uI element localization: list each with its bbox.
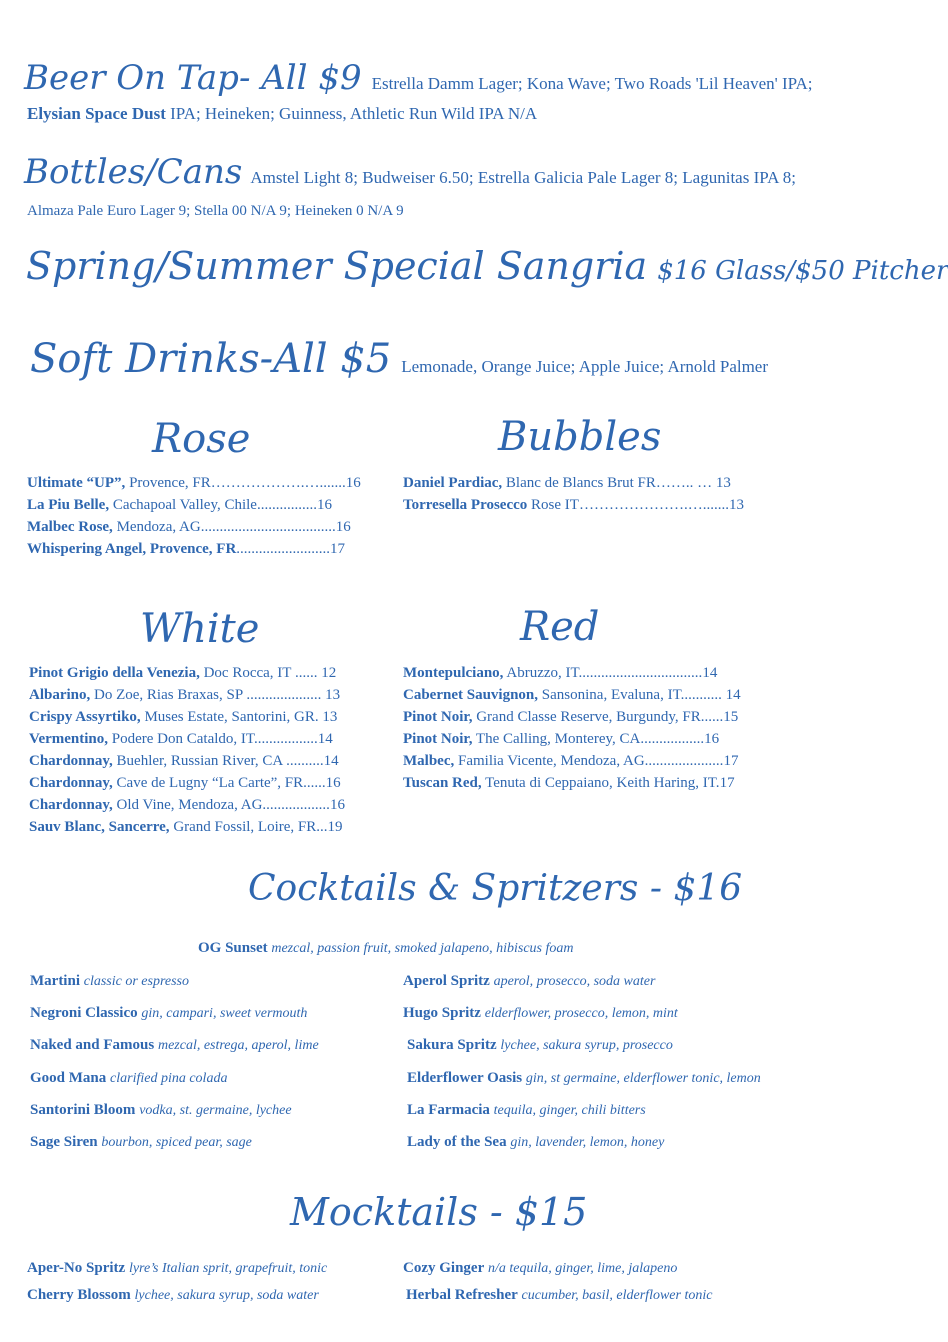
cocktail-desc: gin, st germaine, elderflower tonic, lemon xyxy=(525,1071,761,1086)
mocktail-desc: lychee, sakura syrup, soda water xyxy=(134,1288,319,1303)
mocktail-name: Herbal Refresher xyxy=(406,1287,518,1303)
cocktail-item xyxy=(407,1070,761,1087)
wine-price: 15 xyxy=(723,709,739,725)
wine-name: Chardonnay, xyxy=(29,797,113,813)
cocktail-desc: bourbon, spiced pear, sage xyxy=(101,1135,252,1150)
wine-item xyxy=(29,706,345,728)
cocktail-name: Sakura Spritz xyxy=(407,1037,497,1053)
cocktail-name: Negroni Classico xyxy=(30,1005,138,1021)
cocktail-desc: mezcal, estrega, aperol, lime xyxy=(157,1038,319,1053)
cocktail-item xyxy=(407,1134,664,1151)
wine-price: 17 xyxy=(330,541,346,557)
mocktail-item xyxy=(403,1260,677,1277)
cocktail-desc: mezcal, passion fruit, smoked jalapeno, hibiscus foam xyxy=(271,941,574,956)
wine-price: 14 xyxy=(317,731,333,747)
wine-price: 16 xyxy=(335,519,351,535)
wine-item xyxy=(27,472,361,494)
cocktail-item xyxy=(30,1070,227,1087)
wine-name: Vermentino, xyxy=(29,731,109,747)
cocktail-desc: aperol, prosecco, soda water xyxy=(493,974,656,989)
wine-detail: Grand Fossil, Loire, FR... xyxy=(169,819,328,835)
wine-item xyxy=(29,772,345,794)
wine-detail: Rose IT………………….…....... xyxy=(527,497,729,513)
wine-name: Daniel Pardiac, xyxy=(403,475,503,491)
cocktail-name: Elderflower Oasis xyxy=(407,1070,523,1086)
mocktail-name: Cozy Ginger xyxy=(403,1260,485,1276)
wine-detail: Provence, FR……………….…....... xyxy=(125,475,346,491)
wine-price: 13 xyxy=(715,475,731,491)
wine-item xyxy=(403,706,741,728)
mocktails-title: Mocktails - $15 xyxy=(290,1190,588,1234)
beer-tap-section xyxy=(24,58,813,98)
wine-item xyxy=(29,816,345,838)
soft-drinks-section xyxy=(30,336,768,382)
wine-detail: Old Vine, Mendoza, AG.................. xyxy=(112,797,330,813)
mocktail-item xyxy=(27,1287,319,1304)
cocktail-desc: tequila, ginger, chili bitters xyxy=(493,1103,646,1118)
wine-detail: Do Zoe, Rias Braxas, SP .................... xyxy=(90,687,326,703)
cocktail-item xyxy=(30,1037,319,1054)
wine-name: Cabernet Sauvignon, xyxy=(403,687,539,703)
wine-item xyxy=(403,662,741,684)
cocktail-item xyxy=(30,973,189,990)
white-title: White xyxy=(140,606,260,652)
wine-item xyxy=(29,750,345,772)
wine-item xyxy=(29,662,345,684)
cocktail-item xyxy=(407,1037,673,1054)
wine-price: 17 xyxy=(723,753,739,769)
red-title: Red xyxy=(520,604,600,650)
bubbles-title: Bubbles xyxy=(498,414,662,460)
bottles-line1: Amstel Light 8; Budweiser 6.50; Estrella Galicia Pale Lager 8; Lagunitas IPA 8; xyxy=(250,168,796,187)
bottles-section xyxy=(24,152,796,192)
mocktail-desc: cucumber, basil, elderflower tonic xyxy=(521,1288,713,1303)
wine-name: Crispy Assyrtiko, xyxy=(29,709,141,725)
wine-name: Tuscan Red, xyxy=(403,775,482,791)
wine-item xyxy=(29,794,345,816)
wine-item xyxy=(403,772,741,794)
wine-item xyxy=(403,728,741,750)
wine-price: 13 xyxy=(322,709,338,725)
cocktail-item xyxy=(403,973,655,990)
wine-price: 14 xyxy=(702,665,718,681)
wine-name: Pinot Noir, xyxy=(403,731,473,747)
wine-detail: Cave de Lugny “La Carte”, FR...... xyxy=(112,775,326,791)
wine-detail: Sansonina, Evaluna, IT........... xyxy=(538,687,726,703)
cocktail-desc: classic or espresso xyxy=(83,974,190,989)
wine-price: 16 xyxy=(316,497,332,513)
special-title: Spring/Summer Special Sangria xyxy=(26,244,648,288)
wine-name: Whispering Angel, Provence, FR xyxy=(27,541,237,557)
wine-price: 13 xyxy=(325,687,341,703)
wine-detail: Muses Estate, Santorini, GR. xyxy=(140,709,323,725)
wine-detail: Cachapoal Valley, Chile................ xyxy=(109,497,317,513)
wine-price: 13 xyxy=(728,497,744,513)
wine-detail: Tenuta di Ceppaiano, Keith Haring, IT. xyxy=(481,775,720,791)
beer-tap-line2: IPA; Heineken; Guinness, Athletic Run Wild IPA N/A xyxy=(165,104,538,123)
beer-tap-title: Beer On Tap- All $9 xyxy=(24,58,362,98)
cocktail-name: Good Mana xyxy=(30,1070,107,1086)
wine-price: 19 xyxy=(327,819,343,835)
beer-tap-line2-bold: Elysian Space Dust xyxy=(27,104,166,123)
wine-price: 14 xyxy=(725,687,741,703)
soft-drinks-items: Lemonade, Orange Juice; Apple Juice; Arnold Palmer xyxy=(401,357,769,376)
mocktail-item xyxy=(406,1287,712,1304)
cocktail-desc: gin, lavender, lemon, honey xyxy=(510,1135,665,1150)
wine-name: Chardonnay, xyxy=(29,775,113,791)
wine-name: Montepulciano, xyxy=(403,665,504,681)
cocktail-desc: vodka, st. germaine, lychee xyxy=(139,1103,292,1118)
special-section xyxy=(26,244,948,288)
cocktail-name: Aperol Spritz xyxy=(403,973,490,989)
mocktail-desc: lyre’s Italian sprit, grapefruit, tonic xyxy=(128,1261,328,1276)
wine-detail: Blanc de Blancs Brut FR…….. … xyxy=(502,475,716,491)
wine-price: 14 xyxy=(323,753,339,769)
wine-detail: Podere Don Cataldo, IT................. xyxy=(108,731,318,747)
wine-detail: Buehler, Russian River, CA .......... xyxy=(112,753,324,769)
cocktail-desc: elderflower, prosecco, lemon, mint xyxy=(484,1006,678,1021)
cocktails-title: Cocktails & Spritzers - $16 xyxy=(248,868,743,909)
wine-detail: Familia Vicente, Mendoza, AG..................... xyxy=(454,753,724,769)
wine-price: 16 xyxy=(325,775,341,791)
wine-price: 16 xyxy=(345,475,361,491)
wine-item xyxy=(403,750,741,772)
wine-detail: Doc Rocca, IT ...... xyxy=(199,665,322,681)
cocktail-name: Lady of the Sea xyxy=(407,1134,507,1150)
cocktail-name: Naked and Famous xyxy=(30,1037,155,1053)
wine-name: Albarino, xyxy=(29,687,91,703)
bottles-title: Bottles/Cans xyxy=(24,152,243,192)
cocktail-name: La Farmacia xyxy=(407,1102,490,1118)
red-list xyxy=(403,662,741,794)
beer-tap-line1: Estrella Damm Lager; Kona Wave; Two Roads 'Lil Heaven' IPA; xyxy=(371,74,813,93)
wine-name: La Piu Belle, xyxy=(27,497,110,513)
cocktail-item xyxy=(30,1102,292,1119)
wine-name: Sauv Blanc, Sancerre, xyxy=(29,819,170,835)
wine-name: Chardonnay, xyxy=(29,753,113,769)
wine-name: Pinot Grigio della Venezia, xyxy=(29,665,200,681)
wine-name: Ultimate “UP”, xyxy=(27,475,126,491)
wine-detail: ......................... xyxy=(236,541,331,557)
soft-drinks-title: Soft Drinks-All $5 xyxy=(30,336,392,382)
wine-price: 12 xyxy=(321,665,337,681)
wine-item xyxy=(403,472,744,494)
wine-detail: Mendoza, AG.................................... xyxy=(112,519,336,535)
white-list xyxy=(29,662,345,838)
mocktail-desc: n/a tequila, ginger, lime, jalapeno xyxy=(487,1261,678,1276)
cocktail-item xyxy=(30,1005,307,1022)
cocktail-item xyxy=(407,1102,646,1119)
cocktail-item xyxy=(30,1134,252,1151)
cocktail-item xyxy=(403,1005,678,1022)
cocktail-name: Martini xyxy=(30,973,80,989)
cocktail-name: OG Sunset xyxy=(198,940,268,956)
bubbles-list xyxy=(403,472,744,516)
wine-item xyxy=(27,494,361,516)
bottles-line2: Almaza Pale Euro Lager 9; Stella 00 N/A 9; Heineken 0 N/A 9 xyxy=(27,203,404,219)
cocktail-name: Sage Siren xyxy=(30,1134,98,1150)
wine-item xyxy=(29,728,345,750)
wine-detail: The Calling, Monterey, CA................. xyxy=(472,731,705,747)
wine-item xyxy=(403,494,744,516)
wine-item xyxy=(403,684,741,706)
cocktail-desc: clarified pina colada xyxy=(110,1071,228,1086)
featured-cocktail xyxy=(198,940,574,957)
mocktail-name: Aper-No Spritz xyxy=(27,1260,126,1276)
wine-name: Pinot Noir, xyxy=(403,709,473,725)
beer-tap-line2-wrap xyxy=(27,104,537,124)
wine-item xyxy=(27,516,361,538)
cocktail-name: Santorini Bloom xyxy=(30,1102,136,1118)
rose-title: Rose xyxy=(152,416,251,462)
rose-list xyxy=(27,472,361,560)
wine-price: 16 xyxy=(704,731,720,747)
mocktail-item xyxy=(27,1260,327,1277)
cocktail-desc: gin, campari, sweet vermouth xyxy=(141,1006,308,1021)
wine-name: Malbec Rose, xyxy=(27,519,113,535)
special-price: $16 Glass/$50 Pitcher xyxy=(657,256,948,286)
wine-detail: Grand Classe Reserve, Burgundy, FR...... xyxy=(472,709,724,725)
cocktail-desc: lychee, sakura syrup, prosecco xyxy=(500,1038,673,1053)
mocktail-name: Cherry Blossom xyxy=(27,1287,131,1303)
wine-item xyxy=(27,538,361,560)
wine-item xyxy=(29,684,345,706)
cocktail-name: Hugo Spritz xyxy=(403,1005,481,1021)
wine-name: Torresella Prosecco xyxy=(403,497,528,513)
wine-name: Malbec, xyxy=(403,753,455,769)
wine-price: 17 xyxy=(719,775,735,791)
wine-detail: Abruzzo, IT................................. xyxy=(503,665,703,681)
wine-price: 16 xyxy=(329,797,345,813)
